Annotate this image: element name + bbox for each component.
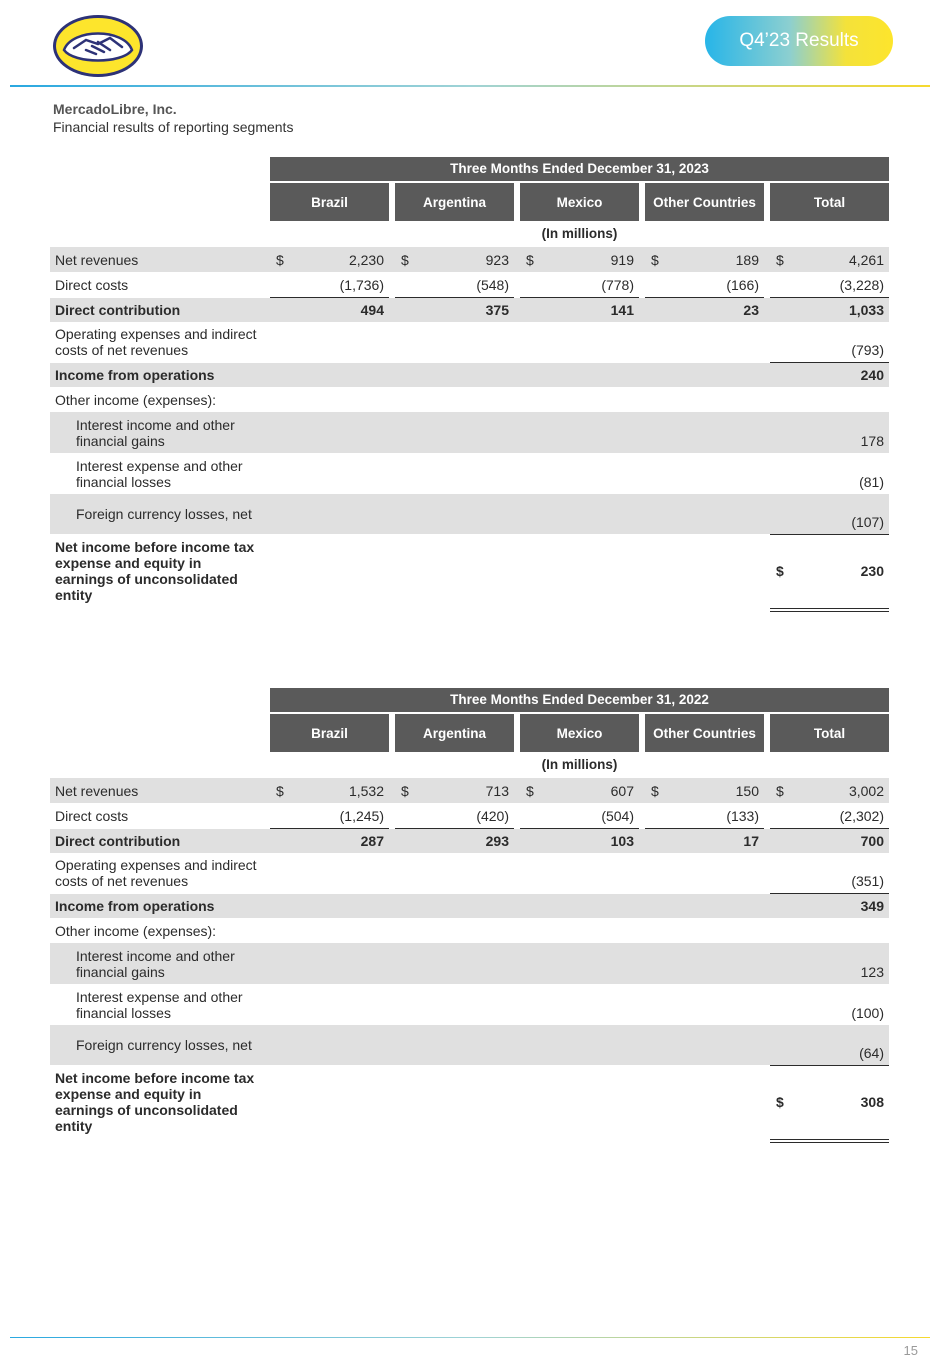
- cell-value: (420): [476, 808, 509, 824]
- row-label: Net revenues: [55, 251, 139, 268]
- cell-value: 287: [360, 833, 384, 849]
- table-row: [50, 918, 889, 943]
- cell-value: (81): [859, 474, 884, 490]
- table-row: [50, 298, 889, 322]
- report-badge: Q4’23 Results: [705, 16, 893, 66]
- cell-value: 293: [485, 833, 509, 849]
- col-header-mexico: Mexico: [520, 183, 639, 221]
- cell-value: (3,228): [839, 277, 884, 293]
- cell-value: (166): [726, 277, 759, 293]
- row-label: Direct contribution: [55, 302, 181, 318]
- cell-value: (107): [851, 514, 884, 530]
- cell-value: (351): [851, 873, 884, 889]
- dollar-sign: $: [526, 783, 534, 799]
- cell-value: 919: [610, 252, 634, 268]
- header-divider: [10, 85, 930, 87]
- cell-value: 123: [860, 964, 884, 980]
- cell-value: 4,261: [848, 252, 884, 268]
- units-label: (In millions): [541, 226, 618, 241]
- dollar-sign: $: [526, 252, 534, 268]
- table-row: [50, 363, 889, 387]
- table-row: [50, 387, 889, 412]
- table-row: [50, 894, 889, 918]
- footer-divider: [10, 1337, 930, 1338]
- table-row: [50, 984, 889, 1025]
- col-header-brazil: Brazil: [270, 183, 389, 221]
- units-label: (In millions): [541, 757, 618, 772]
- mercadolibre-logo: [52, 14, 144, 78]
- row-label: Other income (expenses):: [55, 922, 217, 939]
- cell-value: 607: [610, 783, 634, 799]
- row-label: Net income before income tax expense and equity in earnings of unconsolidated entity: [55, 1070, 255, 1134]
- cell-value: 103: [610, 833, 634, 849]
- table-row: [50, 494, 889, 534]
- table-row: [50, 803, 889, 828]
- table-row: [50, 829, 889, 853]
- page-number: 15: [903, 1343, 918, 1358]
- dollar-sign: $: [776, 1094, 784, 1110]
- cell-value: (1,245): [339, 808, 384, 824]
- cell-value: (100): [851, 1005, 884, 1021]
- cell-value: 494: [360, 302, 384, 318]
- cell-value: 141: [610, 302, 634, 318]
- row-label: Direct costs: [55, 807, 129, 824]
- cell-value: (64): [859, 1045, 884, 1061]
- cell-value: (2,302): [839, 808, 884, 824]
- cell-value: (504): [601, 808, 634, 824]
- cell-value: 349: [860, 898, 884, 914]
- dollar-sign: $: [276, 783, 284, 799]
- cell-value: 1,532: [348, 783, 384, 799]
- row-label: Other income (expenses):: [55, 391, 217, 408]
- table-row: [50, 537, 889, 605]
- cell-value: 189: [735, 252, 759, 268]
- table-row: [50, 322, 889, 362]
- col-header-total: Total: [770, 183, 889, 221]
- cell-value: 3,002: [848, 783, 884, 799]
- table-row: [50, 453, 889, 494]
- cell-value: 150: [735, 783, 759, 799]
- cell-value: 1,033: [848, 302, 884, 318]
- row-label: Income from operations: [55, 367, 215, 383]
- dollar-sign: $: [776, 563, 784, 579]
- col-header-other-countries: Other Countries: [645, 714, 764, 752]
- row-label: Operating expenses and indirect costs of net revenues: [55, 857, 257, 889]
- row-label: Interest expense and other financial losses: [76, 457, 243, 490]
- cell-value: (793): [851, 342, 884, 358]
- table-row: [50, 1025, 889, 1065]
- cell-value: 375: [485, 302, 509, 318]
- cell-value: (1,736): [339, 277, 384, 293]
- row-label: Interest income and other financial gains: [76, 947, 235, 980]
- cell-value: 923: [485, 252, 509, 268]
- row-label: Interest expense and other financial losses: [76, 988, 243, 1021]
- table-row: [50, 247, 889, 272]
- table-period-header: Three Months Ended December 31, 2023: [270, 157, 889, 181]
- row-label: Direct costs: [55, 276, 129, 293]
- company-name: MercadoLibre, Inc.: [53, 101, 177, 117]
- row-label: Operating expenses and indirect costs of net revenues: [55, 326, 257, 358]
- cell-value: 17: [743, 833, 759, 849]
- cell-value: 230: [860, 563, 884, 579]
- page-subtitle: Financial results of reporting segments: [53, 119, 294, 135]
- table-row: [50, 1068, 889, 1136]
- cell-value: 713: [485, 783, 509, 799]
- row-label: Foreign currency losses, net: [76, 1037, 252, 1053]
- cell-value: (778): [601, 277, 634, 293]
- cell-value: 700: [860, 833, 884, 849]
- cell-value: 240: [860, 367, 884, 383]
- dollar-sign: $: [401, 783, 409, 799]
- col-header-argentina: Argentina: [395, 714, 514, 752]
- dollar-sign: $: [776, 783, 784, 799]
- col-header-brazil: Brazil: [270, 714, 389, 752]
- cell-value: 2,230: [348, 252, 384, 268]
- dollar-sign: $: [276, 252, 284, 268]
- table-row: [50, 853, 889, 893]
- dollar-sign: $: [776, 252, 784, 268]
- table-row: [50, 412, 889, 453]
- table-row: [50, 943, 889, 984]
- row-label: Interest income and other financial gains: [76, 416, 235, 449]
- row-label: Foreign currency losses, net: [76, 506, 252, 522]
- cell-value: (133): [726, 808, 759, 824]
- col-header-mexico: Mexico: [520, 714, 639, 752]
- cell-value: 23: [743, 302, 759, 318]
- row-label: Income from operations: [55, 898, 215, 914]
- cell-value: 308: [860, 1094, 884, 1110]
- col-header-argentina: Argentina: [395, 183, 514, 221]
- cell-value: 178: [860, 433, 884, 449]
- table-row: [50, 778, 889, 803]
- dollar-sign: $: [651, 252, 659, 268]
- table-row: [50, 272, 889, 297]
- cell-value: (548): [476, 277, 509, 293]
- dollar-sign: $: [651, 783, 659, 799]
- dollar-sign: $: [401, 252, 409, 268]
- row-label: Net income before income tax expense and equity in earnings of unconsolidated entity: [55, 539, 255, 603]
- col-header-other-countries: Other Countries: [645, 183, 764, 221]
- table-period-header: Three Months Ended December 31, 2022: [270, 688, 889, 712]
- col-header-total: Total: [770, 714, 889, 752]
- row-label: Direct contribution: [55, 833, 181, 849]
- row-label: Net revenues: [55, 782, 139, 799]
